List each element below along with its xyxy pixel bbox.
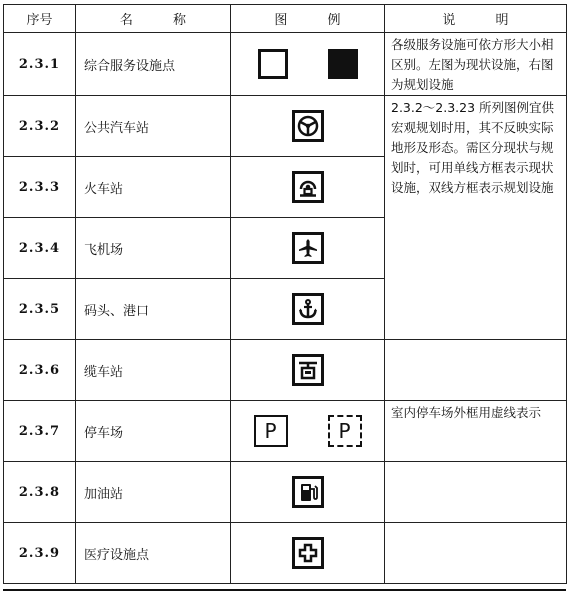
row-name: 飞机场 xyxy=(76,218,231,279)
fuel-pump-icon xyxy=(292,476,324,508)
row-code: 2.3.4 xyxy=(4,218,76,279)
row-name: 医疗设施点 xyxy=(76,523,231,584)
row-code: 2.3.6 xyxy=(4,340,76,401)
row-name: 火车站 xyxy=(76,157,231,218)
row-legend xyxy=(231,218,385,279)
row-code: 2.3.8 xyxy=(4,462,76,523)
row-legend xyxy=(231,462,385,523)
row-name: 加油站 xyxy=(76,462,231,523)
table-row xyxy=(4,340,567,401)
table-row xyxy=(4,96,567,157)
row-name: 码头、港口 xyxy=(76,279,231,340)
header-legend: 图 例 xyxy=(231,5,385,33)
row-name: 公共汽车站 xyxy=(76,96,231,157)
row-name: 缆车站 xyxy=(76,340,231,401)
header-row xyxy=(4,5,567,33)
row-legend xyxy=(231,340,385,401)
header-description: 说 明 xyxy=(385,5,567,33)
row-legend xyxy=(231,401,385,462)
row-description-empty xyxy=(385,462,567,523)
row-code: 2.3.9 xyxy=(4,523,76,584)
airplane-icon xyxy=(292,232,324,264)
medical-cross-icon xyxy=(292,537,324,569)
row-description: 2.3.2～2.3.23 所列图例宜供宏观规划时用，其不反映实际地形及形态。需区分现状与规划时，可用单线方框表示现状设施，双线方框表示规划设施 xyxy=(385,96,567,340)
cable-car-icon xyxy=(292,354,324,386)
row-name: 综合服务设施点 xyxy=(76,33,231,96)
table-row xyxy=(4,401,567,462)
row-legend xyxy=(231,523,385,584)
header-name: 名 称 xyxy=(76,5,231,33)
anchor-icon xyxy=(292,293,324,325)
row-name: 停车场 xyxy=(76,401,231,462)
square-outline-icon xyxy=(258,49,288,79)
header-index: 序号 xyxy=(4,5,76,33)
train-icon xyxy=(292,171,324,203)
square-filled-icon xyxy=(328,49,358,79)
row-code: 2.3.5 xyxy=(4,279,76,340)
row-description: 室内停车场外框用虚线表示 xyxy=(385,401,567,462)
row-legend xyxy=(231,157,385,218)
parking-p-icon: P xyxy=(254,415,288,447)
bottom-rule xyxy=(3,589,566,591)
row-code: 2.3.3 xyxy=(4,157,76,218)
bus-steering-wheel-icon xyxy=(292,110,324,142)
row-description-empty xyxy=(385,340,567,401)
table-row xyxy=(4,523,567,584)
row-code: 2.3.1 xyxy=(4,33,76,96)
row-code: 2.3.2 xyxy=(4,96,76,157)
parking-p-dashed-icon: P xyxy=(328,415,362,447)
row-legend xyxy=(231,33,385,96)
table-row xyxy=(4,33,567,96)
table-row xyxy=(4,462,567,523)
row-description-empty xyxy=(385,523,567,584)
legend-table xyxy=(3,4,567,584)
row-code: 2.3.7 xyxy=(4,401,76,462)
row-legend xyxy=(231,96,385,157)
row-description: 各级服务设施可依方形大小相区别。左图为现状设施，右图为规划设施 xyxy=(385,33,567,96)
row-legend xyxy=(231,279,385,340)
